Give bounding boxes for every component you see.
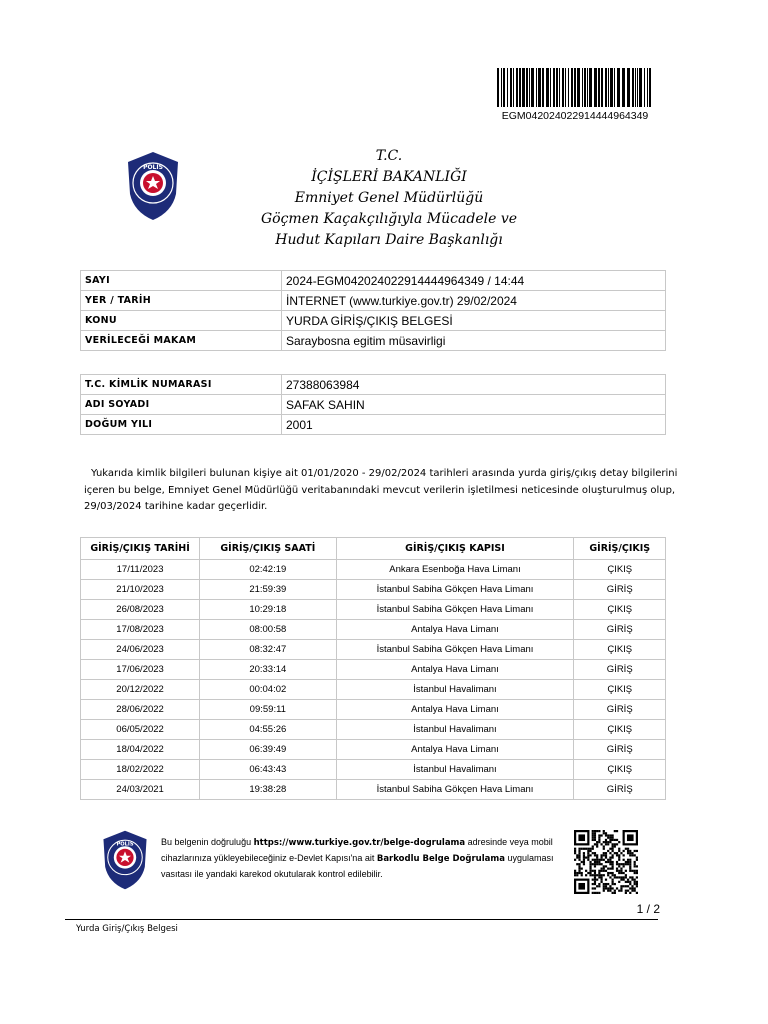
footer-text: Yurda Giriş/Çıkış Belgesi	[76, 924, 178, 934]
column-header-time: GİRİŞ/ÇIKIŞ SAATİ	[200, 538, 336, 560]
table-row	[81, 740, 666, 760]
cell-date: 26/08/2023	[81, 600, 200, 620]
header-block	[180, 146, 598, 251]
info-label: SAYI	[81, 271, 282, 291]
cell-date: 21/10/2023	[81, 580, 200, 600]
cell-direction: ÇIKIŞ	[574, 640, 666, 660]
info-value: 2024-EGM042024022914444964349 / 14:44	[282, 271, 666, 291]
header-line-5: Hudut Kapıları Daire Başkanlığı	[275, 232, 503, 248]
cell-gate: İstanbul Havalimanı	[336, 680, 574, 700]
table-row	[81, 375, 666, 395]
cell-time: 21:59:39	[200, 580, 336, 600]
cell-date: 18/04/2022	[81, 740, 200, 760]
cell-direction: GİRİŞ	[574, 580, 666, 600]
cell-date: 28/06/2022	[81, 700, 200, 720]
verification-text-1: Bu belgenin doğruluğu	[161, 837, 254, 847]
cell-date: 18/02/2022	[81, 760, 200, 780]
table-row	[81, 780, 666, 800]
table-row	[81, 620, 666, 640]
emblem-text: POLİS	[116, 841, 134, 848]
table-row	[81, 720, 666, 740]
cell-direction: GİRİŞ	[574, 780, 666, 800]
verification-url[interactable]: https://www.turkiye.gov.tr/belge-dogrulama	[253, 838, 466, 848]
cell-time: 08:00:58	[200, 620, 336, 640]
info-label: ADI SOYADI	[81, 395, 282, 415]
cell-date: 17/06/2023	[81, 660, 200, 680]
cell-gate: İstanbul Havalimanı	[336, 720, 574, 740]
table-row	[81, 660, 666, 680]
table-row	[81, 291, 666, 311]
cell-time: 08:32:47	[200, 640, 336, 660]
cell-gate: Ankara Esenboğa Hava Limanı	[336, 560, 574, 580]
header-line-1: T.C.	[375, 148, 403, 164]
column-header-gate: GİRİŞ/ÇIKIŞ KAPISI	[336, 538, 574, 560]
info-value: Saraybosna egitim müsavirligi	[282, 331, 666, 351]
header-line-2: İÇİŞLERİ BAKANLIĞI	[311, 169, 467, 185]
emblem-text: POLİS	[143, 164, 163, 171]
cell-gate: Antalya Hava Limanı	[336, 700, 574, 720]
qr-code-image	[574, 830, 638, 894]
info-value: YURDA GİRİŞ/ÇIKIŞ BELGESİ	[282, 311, 666, 331]
info-label: YER / TARİH	[81, 291, 282, 311]
barcode-image	[497, 68, 652, 107]
cell-time: 06:39:49	[200, 740, 336, 760]
table-row	[81, 415, 666, 435]
table-header-row	[81, 538, 666, 560]
cell-date: 20/12/2022	[81, 680, 200, 700]
table-row	[81, 580, 666, 600]
cell-gate: İstanbul Havalimanı	[336, 760, 574, 780]
info-label: T.C. KİMLİK NUMARASI	[81, 375, 282, 395]
footer-divider	[65, 919, 658, 920]
cell-time: 02:42:19	[200, 560, 336, 580]
cell-gate: Antalya Hava Limanı	[336, 740, 574, 760]
cell-direction: GİRİŞ	[574, 740, 666, 760]
cell-gate: İstanbul Sabiha Gökçen Hava Limanı	[336, 640, 574, 660]
cell-direction: ÇIKIŞ	[574, 680, 666, 700]
table-row	[81, 700, 666, 720]
column-header-date: GİRİŞ/ÇIKIŞ TARİHİ	[81, 538, 200, 560]
info-label: KONU	[81, 311, 282, 331]
table-row	[81, 331, 666, 351]
verification-text	[161, 835, 566, 882]
cell-direction: GİRİŞ	[574, 660, 666, 680]
verification-app-name: Barkodlu Belge Doğrulama	[376, 854, 505, 864]
cell-direction: ÇIKIŞ	[574, 760, 666, 780]
person-info-table	[80, 374, 666, 435]
cell-time: 19:38:28	[200, 780, 336, 800]
info-value: SAFAK SAHIN	[282, 395, 666, 415]
table-row	[81, 640, 666, 660]
cell-time: 00:04:02	[200, 680, 336, 700]
table-row	[81, 560, 666, 580]
entry-exit-rows	[81, 560, 666, 800]
cell-time: 10:29:18	[200, 600, 336, 620]
table-row	[81, 271, 666, 291]
cell-gate: Antalya Hava Limanı	[336, 660, 574, 680]
entry-exit-table	[80, 537, 666, 800]
info-value: İNTERNET (www.turkiye.gov.tr) 29/02/2024	[282, 291, 666, 311]
cell-time: 06:43:43	[200, 760, 336, 780]
cell-gate: İstanbul Sabiha Gökçen Hava Limanı	[336, 580, 574, 600]
verification-text-3: uygulaması vasıtası ile yandaki karekod okutularak kontrol edilebilir.	[161, 853, 554, 879]
barcode-number: EGM042024022914444964349	[501, 110, 649, 122]
cell-date: 24/06/2023	[81, 640, 200, 660]
cell-gate: İstanbul Sabiha Gökçen Hava Limanı	[336, 780, 574, 800]
table-row	[81, 680, 666, 700]
cell-direction: ÇIKIŞ	[574, 560, 666, 580]
table-row	[81, 311, 666, 331]
table-row	[81, 760, 666, 780]
cell-time: 04:55:26	[200, 720, 336, 740]
cell-time: 09:59:11	[200, 700, 336, 720]
document-info-table	[80, 270, 666, 351]
column-header-direction: GİRİŞ/ÇIKIŞ	[574, 538, 666, 560]
verification-text-2: adresinde veya mobil cihazlarınıza yükleyebileceğiniz e-Devlet Kapısı'na ait	[161, 837, 553, 863]
cell-date: 24/03/2021	[81, 780, 200, 800]
cell-direction: GİRİŞ	[574, 700, 666, 720]
cell-gate: İstanbul Sabiha Gökçen Hava Limanı	[336, 600, 574, 620]
info-label: DOĞUM YILI	[81, 415, 282, 435]
info-value: 27388063984	[282, 375, 666, 395]
header-line-3: Emniyet Genel Müdürlüğü	[294, 190, 484, 206]
cell-date: 17/11/2023	[81, 560, 200, 580]
page-number: 1 / 2	[636, 902, 660, 916]
description-paragraph: Yukarıda kimlik bilgileri bulunan kişiye ait 01/01/2020 - 29/02/2024 tarihleri arasında yurda giriş/çıkış detay bilgilerini içeren bu belge, Emniyet Genel Müdürlüğü veritabanındaki mevcut verilerin işletilmesi neticesinde oluşturulmuş olup, 29/03/2024 tarihine kadar geçerlidir.	[84, 468, 678, 512]
cell-time: 20:33:14	[200, 660, 336, 680]
police-emblem-icon	[100, 828, 150, 892]
header-line-4: Göçmen Kaçakçılığıyla Mücadele ve	[260, 211, 518, 227]
table-row	[81, 600, 666, 620]
table-row	[81, 395, 666, 415]
cell-gate: Antalya Hava Limanı	[336, 620, 574, 640]
cell-direction: GİRİŞ	[574, 620, 666, 640]
cell-direction: ÇIKIŞ	[574, 600, 666, 620]
info-label: VERİLECEĞİ MAKAM	[81, 331, 282, 351]
cell-date: 17/08/2023	[81, 620, 200, 640]
cell-date: 06/05/2022	[81, 720, 200, 740]
police-emblem-icon	[124, 150, 182, 222]
cell-direction: ÇIKIŞ	[574, 720, 666, 740]
info-value: 2001	[282, 415, 666, 435]
